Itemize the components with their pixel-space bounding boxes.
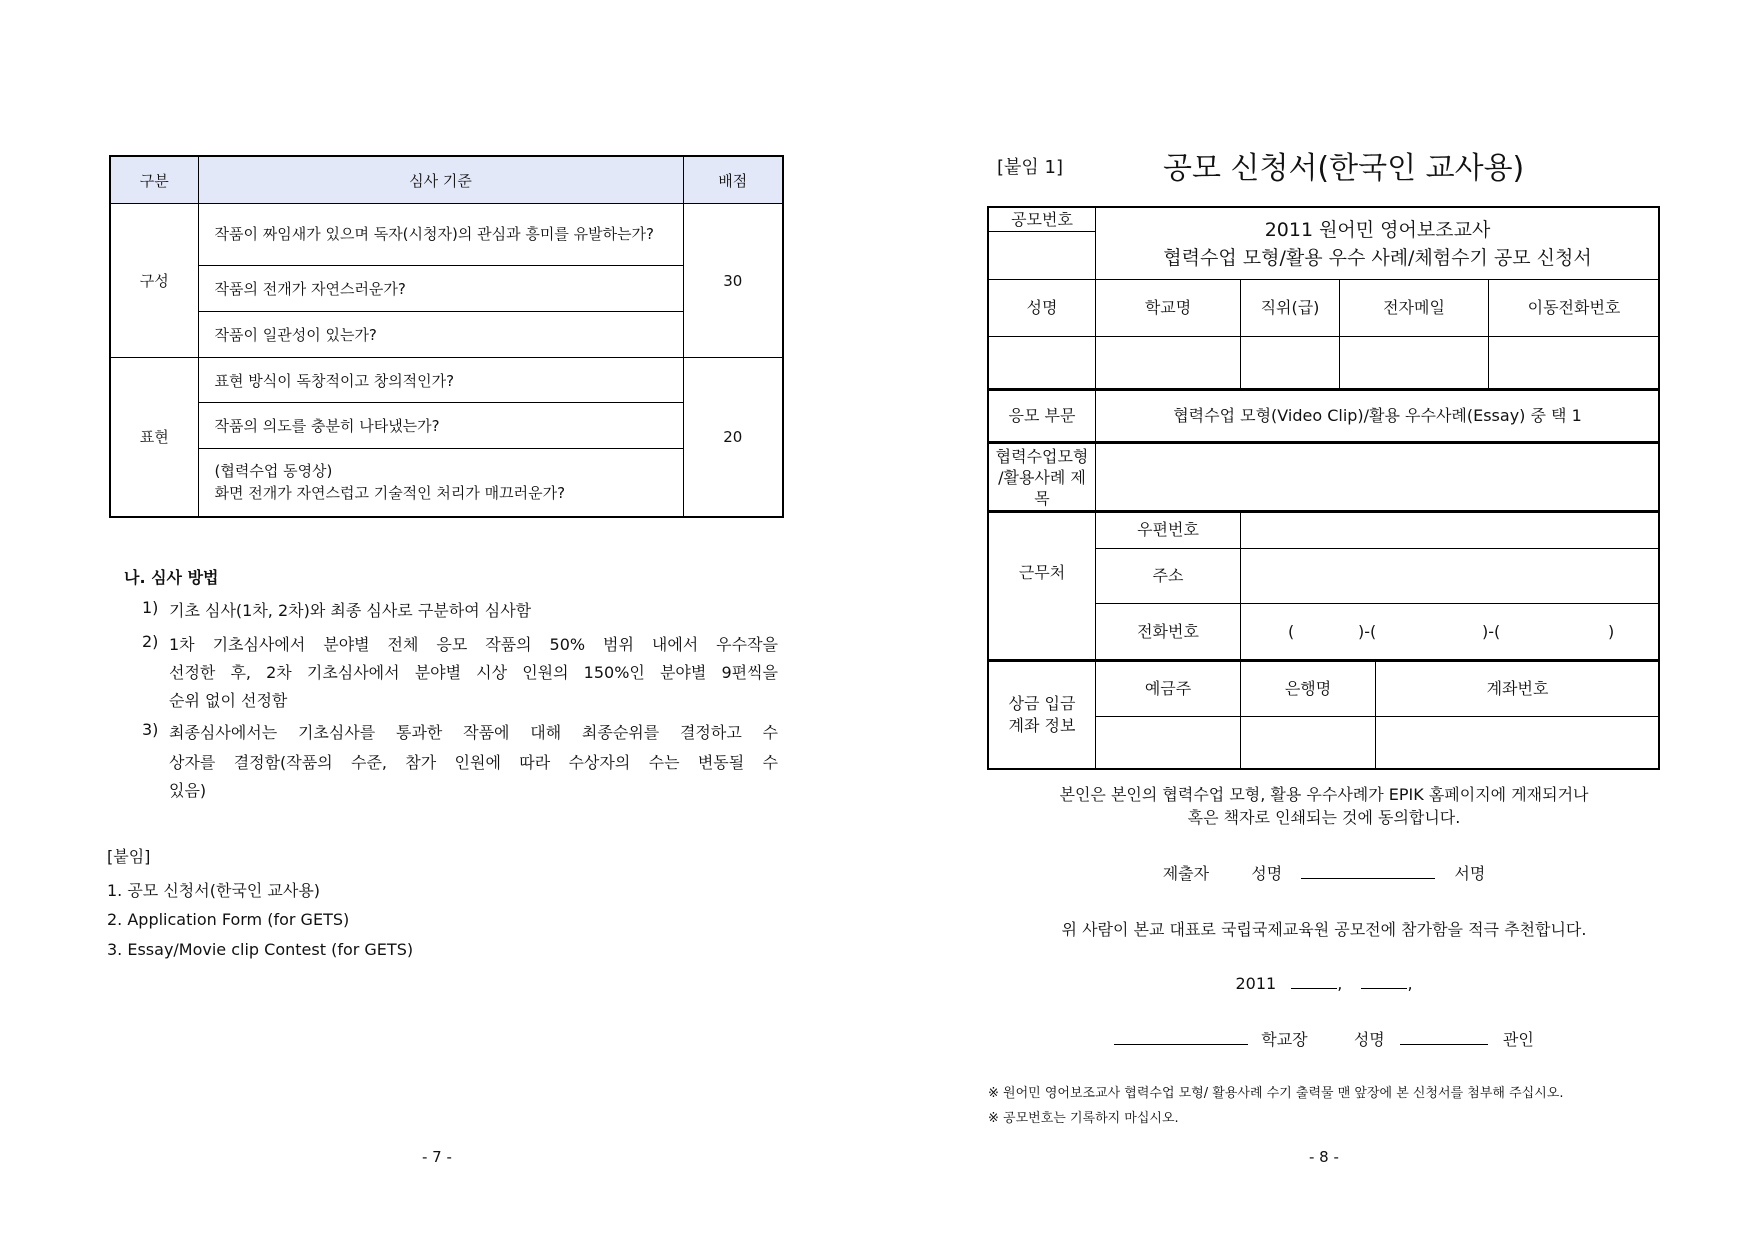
depositor-field[interactable] bbox=[1095, 716, 1241, 770]
consent-line: 혹은 책자로 인쇄되는 것에 동의합니다. bbox=[1187, 808, 1461, 827]
method-item-line: 기초 심사(1차, 2차)와 최종 심사로 구분하여 심사함 bbox=[169, 601, 532, 620]
phone-paren: ) bbox=[1608, 622, 1615, 641]
school-name-field[interactable] bbox=[1114, 1028, 1248, 1045]
method-item-line: 있음) bbox=[169, 781, 207, 800]
col-bank: 은행명 bbox=[1240, 660, 1376, 717]
criteria-cell: 표현 방식이 독창적이고 창의적인가? bbox=[198, 358, 683, 403]
entry-no-label: 공모번호 bbox=[988, 207, 1096, 232]
note: ※ 원어민 영어보조교사 협력수업 모형/ 활용사례 수기 출력물 맨 앞장에 본 신청서를 첨부해 주십시오. bbox=[988, 1086, 1564, 1101]
criteria-cell: 작품이 일관성이 있는가? bbox=[198, 312, 683, 358]
divider bbox=[988, 510, 1660, 513]
account-no-field[interactable] bbox=[1375, 716, 1660, 770]
col-position: 직위(급) bbox=[1240, 279, 1340, 337]
criteria-table bbox=[109, 155, 784, 518]
attachment-label: [붙임 1] bbox=[997, 157, 1063, 178]
header-criteria: 심사 기준 bbox=[198, 156, 683, 204]
date-row: 2011 , , bbox=[1235, 974, 1413, 993]
divider bbox=[988, 388, 1660, 391]
header-score: 배점 bbox=[683, 156, 783, 204]
form-title-line: 2011 원어민 영어보조교사 bbox=[1264, 218, 1491, 241]
signature-label: 서명 bbox=[1454, 864, 1486, 883]
criteria-cell: 작품의 의도를 충분히 나타냈는가? bbox=[198, 403, 683, 449]
table-row bbox=[110, 403, 783, 449]
phone-separator: )-( bbox=[1482, 622, 1501, 641]
table-row bbox=[110, 312, 783, 358]
consent-line: 본인은 본인의 협력수업 모형, 활용 우수사례가 EPIK 홈페이지에 게재되거나 bbox=[1059, 785, 1589, 804]
submitter-name-label: 성명 bbox=[1251, 864, 1283, 883]
col-school: 학교명 bbox=[1095, 279, 1241, 337]
table-row bbox=[110, 449, 783, 517]
page-title: 공모 신청서(한국인 교사용) bbox=[1163, 151, 1525, 186]
recommendation-text: 위 사람이 본교 대표로 국립국제교육원 공모전에 참가함을 적극 추천합니다. bbox=[1061, 920, 1587, 939]
category-cell: 표현 bbox=[110, 358, 198, 517]
submitter-label: 제출자 bbox=[1162, 864, 1210, 883]
method-item-line: 1차 기초심사에서 분야별 전체 응모 작품의 50% 범위 내에서 우수작을 bbox=[169, 635, 778, 654]
col-name: 성명 bbox=[988, 279, 1096, 337]
method-item-number: 3) bbox=[142, 720, 159, 739]
attachment-item: 3. Essay/Movie clip Contest (for GETS) bbox=[107, 940, 414, 959]
phone-paren: ( bbox=[1288, 622, 1295, 641]
method-item-line: 상자를 결정함(작품의 수준, 참가 인원에 따라 수상자의 수는 변동될 수 bbox=[169, 753, 778, 772]
phone-separator: )-( bbox=[1358, 622, 1377, 641]
school-field[interactable] bbox=[1095, 336, 1241, 390]
form-title-line: 협력수업 모형/활용 우수 사례/체험수기 공모 신청서 bbox=[1163, 246, 1592, 269]
method-item-line: 선정한 후, 2차 기초심사에서 분야별 시상 인원의 150%인 분야별 9편씩을 bbox=[169, 663, 778, 682]
date-month-field[interactable] bbox=[1291, 972, 1337, 989]
criteria-line: (협력수업 동영상) bbox=[214, 462, 333, 481]
phone-field[interactable] bbox=[1240, 603, 1660, 661]
form-title bbox=[1095, 207, 1660, 280]
divider bbox=[988, 659, 1660, 662]
attachments-heading: [붙임] bbox=[107, 847, 151, 866]
principal-label: 학교장 bbox=[1261, 1030, 1308, 1049]
criteria-line: 화면 전개가 자연스럽고 기술적인 처리가 매끄러운가? bbox=[214, 484, 566, 503]
attachment-item: 1. 공모 신청서(한국인 교사용) bbox=[107, 881, 321, 900]
postal-label: 우편번호 bbox=[1095, 511, 1241, 549]
principal-row bbox=[988, 1027, 1660, 1050]
note: ※ 공모번호는 기록하지 마십시오. bbox=[988, 1111, 1179, 1126]
table-row bbox=[110, 204, 783, 266]
account-label: 상금 입금 계좌 정보 bbox=[988, 660, 1096, 770]
workplace-label: 근무처 bbox=[988, 511, 1096, 661]
category-value: 협력수업 모형(Video Clip)/활용 우수사례(Essay) 중 택 1 bbox=[1095, 389, 1660, 443]
col-account-no: 계좌번호 bbox=[1375, 660, 1660, 717]
header-category: 구분 bbox=[110, 156, 198, 204]
criteria-cell: 작품의 전개가 자연스러운가? bbox=[198, 266, 683, 312]
principal-name-field[interactable] bbox=[1400, 1028, 1488, 1045]
attachment-item: 2. Application Form (for GETS) bbox=[107, 910, 350, 929]
method-heading: 나. 심사 방법 bbox=[124, 568, 219, 587]
subject-label: 협력수업모형 /활용사례 제목 bbox=[988, 442, 1096, 512]
divider bbox=[988, 441, 1660, 444]
method-item-number: 1) bbox=[142, 598, 159, 617]
phone-label: 전화번호 bbox=[1095, 603, 1241, 661]
name-field[interactable] bbox=[988, 336, 1096, 390]
criteria-cell bbox=[198, 449, 683, 517]
subject-field[interactable] bbox=[1095, 442, 1660, 512]
method-item-number: 2) bbox=[142, 632, 159, 651]
table-row bbox=[110, 358, 783, 403]
seal-label: 관인 bbox=[1502, 1030, 1534, 1049]
principal-name-label: 성명 bbox=[1353, 1030, 1385, 1049]
submitter-name-field[interactable] bbox=[1301, 862, 1435, 879]
address-label: 주소 bbox=[1095, 548, 1241, 604]
mobile-field[interactable] bbox=[1488, 336, 1660, 390]
score-cell: 20 bbox=[683, 358, 783, 517]
bank-field[interactable] bbox=[1240, 716, 1376, 770]
method-item-line: 순위 없이 선정함 bbox=[169, 691, 288, 710]
postal-field[interactable] bbox=[1240, 511, 1660, 549]
position-field[interactable] bbox=[1240, 336, 1340, 390]
entry-no-field[interactable] bbox=[988, 231, 1096, 280]
col-mobile: 이동전화번호 bbox=[1488, 279, 1660, 337]
score-cell: 30 bbox=[683, 204, 783, 358]
date-day-field[interactable] bbox=[1361, 972, 1407, 989]
address-field[interactable] bbox=[1240, 548, 1660, 604]
col-email: 전자메일 bbox=[1339, 279, 1489, 337]
method-item-line: 최종심사에서는 기초심사를 통과한 작품에 대해 최종순위를 결정하고 수 bbox=[169, 723, 778, 742]
col-depositor: 예금주 bbox=[1095, 660, 1241, 717]
page-number: - 8 - bbox=[1309, 1148, 1339, 1166]
page-number: - 7 - bbox=[422, 1148, 452, 1166]
submitter-row bbox=[988, 861, 1660, 884]
table-row bbox=[110, 266, 783, 312]
criteria-cell: 작품이 짜임새가 있으며 독자(시청자)의 관심과 흥미를 유발하는가? bbox=[198, 204, 683, 266]
date-year: 2011 bbox=[1235, 974, 1277, 993]
category-cell: 구성 bbox=[110, 204, 198, 358]
table-header-row bbox=[110, 156, 783, 204]
category-label: 응모 부문 bbox=[988, 389, 1096, 443]
email-field[interactable] bbox=[1339, 336, 1489, 390]
